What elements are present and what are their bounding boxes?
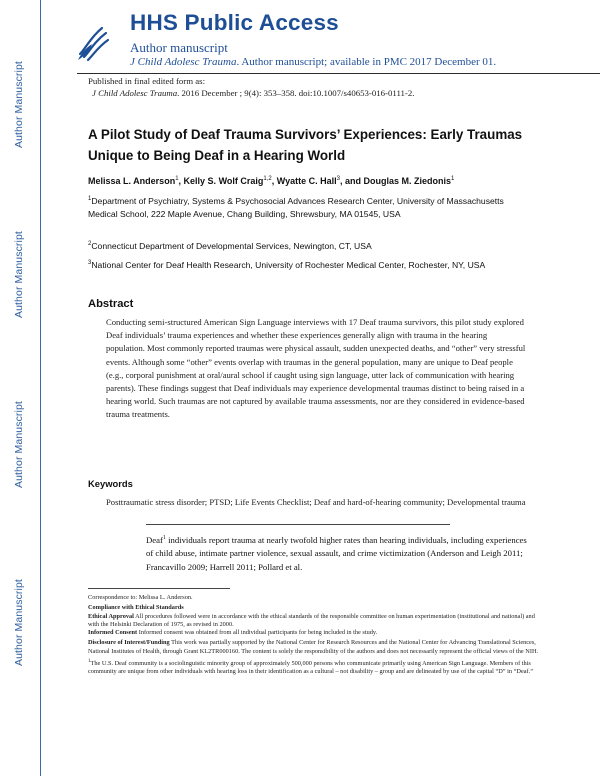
sidebar-label: Author Manuscript bbox=[13, 231, 25, 319]
section-divider bbox=[146, 524, 450, 525]
informed-consent-note: Informed Consent Informed consent was obtained from all individual participants for being included in the study. bbox=[88, 629, 378, 637]
sidebar-divider bbox=[40, 0, 41, 776]
author-name: Wyatte C. Hall bbox=[276, 176, 337, 186]
publication-citation: J Child Adolesc Trauma. 2016 December ; 9(4): 353–358. doi:10.1007/s40653-016-0111-2. bbox=[92, 88, 415, 98]
compliance-heading: Compliance with Ethical Standards bbox=[88, 604, 184, 612]
affiliation: $^3$National Center for Deaf Health Research, University of Rochester Medical Center, Rochester, NY, USA bbox=[88, 259, 486, 270]
footnotes bbox=[88, 594, 540, 677]
author-list: Melissa L. Anderson$^1$, Kelly S. Wolf Craig$^{1,2}$, Wyatte C. Hall$^3$, and Douglas M. Ziedonis$^1$ bbox=[88, 176, 455, 186]
body-paragraph: Deaf$^1$ individuals report trauma at nearly twofold higher rates than hearing individuals, including experiences of child abuse, intimate partner violence, sexual assault, and crime victimization (Anderson and Leigh 2011; Francavillo 2009; Harrell 2011; Pollard et al. bbox=[146, 534, 527, 572]
deaf-community-footnote: $^1$The U.S. Deaf community is a sociolinguistic minority group of approximately 500,000 persons who communicate primarily using American Sign Language. Members of this community are unique from other individuals with hearing loss in their identification as a cultural – not disability – group and are delineated by use of the capital “D” in “Deaf.” bbox=[88, 659, 534, 676]
affiliation: $^2$Connecticut Department of Developmental Services, Newington, CT, USA bbox=[88, 240, 372, 251]
hhs-eagle-logo-icon bbox=[76, 24, 110, 62]
article-title: A Pilot Study of Deaf Trauma Survivors’ Experiences: Early Traumas Unique to Being Deaf in a Hearing World bbox=[88, 127, 523, 163]
footnote-rule bbox=[88, 588, 230, 589]
header-rule bbox=[77, 73, 600, 74]
author-name: Kelly S. Wolf Craig bbox=[183, 176, 264, 186]
ethical-approval-note: Ethical Approval All procedures followed were in accordance with the ethical standards of the responsible committee on human experimentation (institutional and national) and with the Helsinki Declaration of 1975, as revised in 2000. bbox=[88, 612, 535, 628]
sidebar-label: Author Manuscript bbox=[13, 401, 25, 489]
abstract-body: Conducting semi-structured American Sign Language interviews with 17 Deaf trauma survivors, this pilot study explored Deaf individuals’ trauma experiences and whether these experiences generally align with trauma in the hearing population. Most commonly reported traumas were physical assault, sudden unexpected deaths, and “other” very stressful events. Although some “other” events overlap with traumas in the general population, many are unique to Deaf people (e.g., corporal punishment at oral/aural school if caught using sign language, utter lack of communication with hearing parents). These findings suggest that Deaf individuals may experience developmental traumas distinct to being raised in a hearing world. Such traumas are not captured by available trauma assessments, nor are they considered in evidence-based trauma treatments. bbox=[106, 317, 526, 420]
keywords-list: Posttraumatic stress disorder; PTSD; Life Events Checklist; Deaf and hard-of-hearing community; Developmental trauma bbox=[106, 497, 526, 507]
keywords-heading: Keywords bbox=[88, 478, 133, 489]
correspondence-note: Correspondence to: Melissa L. Anderson. bbox=[88, 594, 193, 601]
abstract-heading: Abstract bbox=[88, 298, 134, 310]
manuscript-label: Author manuscript bbox=[130, 40, 228, 55]
affiliation: $^1$Department of Psychiatry, Systems & Psychosocial Advances Research Center, University of Massachusetts Medical School, 222 Maple Avenue, Chang Building, Shrewsbury, MA 01545, USA bbox=[88, 195, 504, 219]
sidebar-label: Author Manuscript bbox=[13, 579, 25, 667]
published-note: Published in final edited form as: bbox=[88, 76, 206, 86]
disclosure-note: Disclosure of Interest/Funding This work was partially supported by the National Center for Research Resources and the National Center for Advancing Translational Sciences, National Institutes of Health, through Grant KL2TR000160. The content is solely the responsibility of the authors and does not necessarily represent the official views of the NIH. bbox=[88, 639, 539, 655]
sidebar-label: Author Manuscript bbox=[13, 61, 25, 149]
author-name: Douglas M. Ziedonis bbox=[363, 176, 451, 186]
author-name: Melissa L. Anderson bbox=[88, 176, 176, 186]
journal-availability: J Child Adolesc Trauma. Author manuscript; available in PMC 2017 December 01. bbox=[130, 56, 497, 68]
access-title: HHS Public Access bbox=[130, 10, 339, 35]
